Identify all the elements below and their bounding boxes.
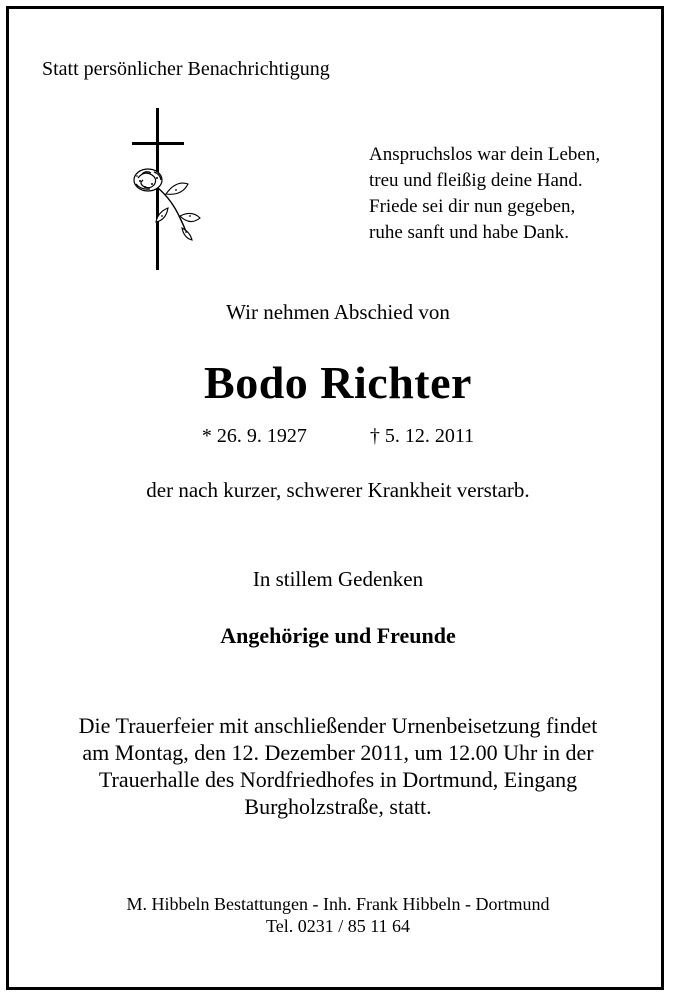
birth-date: * 26. 9. 1927 [201,425,307,447]
undertaker-info [0,893,676,937]
poem-line: treu und fleißig deine Hand. [369,170,583,191]
cause-line: der nach kurzer, schwerer Krankheit verstarb. [146,478,530,502]
death-date: † 5. 12. 2011 [369,425,475,447]
poem-line: Friede sei dir nun gegeben, [369,196,576,217]
farewell-line: Wir nehmen Abschied von [226,300,450,324]
poem [369,142,600,246]
deceased-name: Bodo Richter [204,357,472,408]
ceremony-line: Trauerhalle des Nordfriedhofes in Dortmund, Eingang [98,767,578,792]
ceremony-line: Die Trauerfeier mit anschließender Urnenbeisetzung findet [78,713,598,738]
ceremony-line: am Montag, den 12. Dezember 2011, um 12.00 Uhr in der [82,740,594,765]
cross-with-rose-icon [108,108,204,273]
undertaker-company: M. Hibbeln Bestattungen - Inh. Frank Hibbeln - Dortmund [126,894,550,914]
undertaker-phone: Tel. 0231 / 85 11 64 [265,916,411,936]
ceremony-line: Burgholzstraße, statt. [244,794,432,819]
poem-line: Anspruchslos war dein Leben, [369,144,601,165]
poem-line: ruhe sanft und habe Dank. [369,222,569,243]
memory-line: In stillem Gedenken [252,567,424,591]
ceremony-info [0,712,676,820]
notice-header: Statt persönlicher Benachrichtigung [42,58,330,80]
mourners-line: Angehörige und Freunde [220,623,456,648]
life-dates [0,425,676,448]
